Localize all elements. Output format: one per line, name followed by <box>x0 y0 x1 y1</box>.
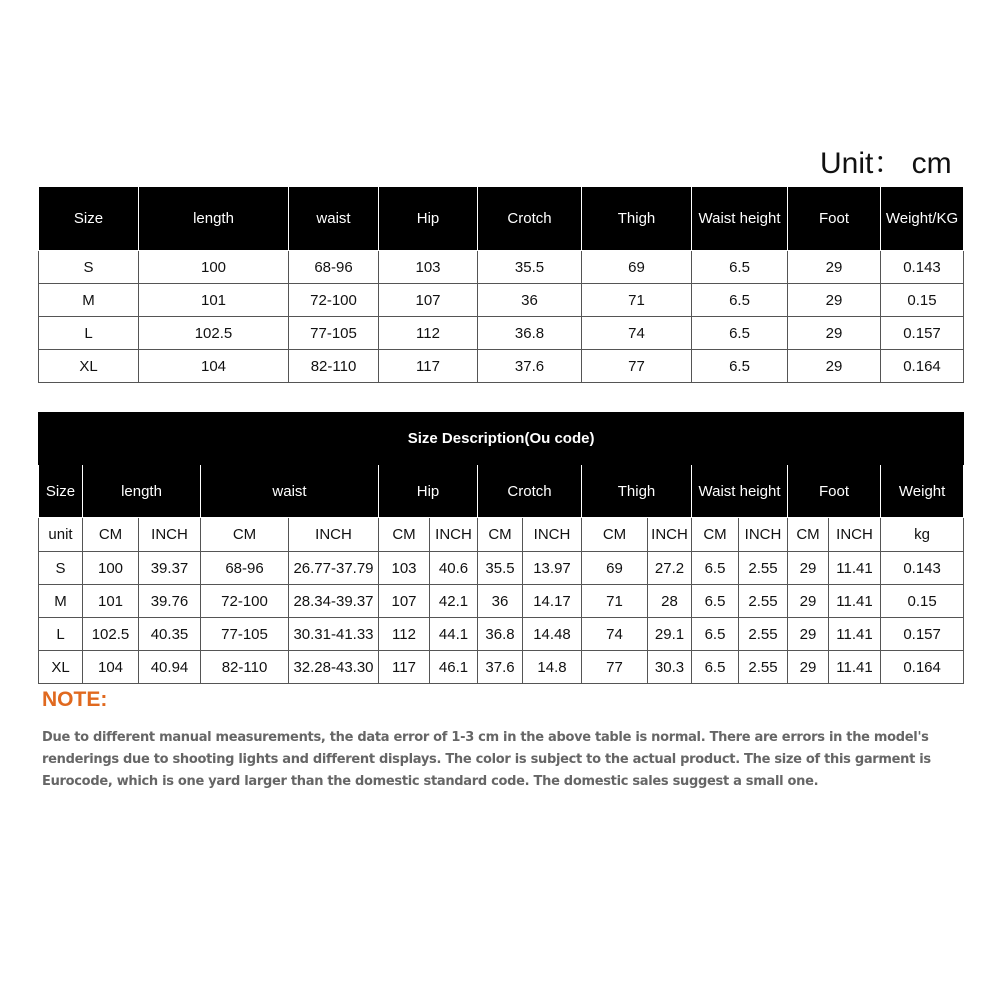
header-cell: Size <box>39 465 83 518</box>
table-cell: 29 <box>788 651 829 684</box>
header-cell: Thigh <box>582 465 692 518</box>
table-row <box>39 651 964 684</box>
table-cell: S <box>39 552 83 585</box>
header-cell: waist <box>201 465 379 518</box>
table-cell: 72-100 <box>201 585 289 618</box>
table-cell: 11.41 <box>829 585 881 618</box>
table-cell: 2.55 <box>739 651 788 684</box>
table-cell: 6.5 <box>692 552 739 585</box>
table-cell: 69 <box>582 251 692 284</box>
table-cell: 104 <box>139 350 289 383</box>
table-cell: 104 <box>83 651 139 684</box>
table-cell: 36 <box>478 284 582 317</box>
table-cell: 6.5 <box>692 585 739 618</box>
table-cell: L <box>39 317 139 350</box>
table-cell: 117 <box>379 651 430 684</box>
table-cell: 11.41 <box>829 618 881 651</box>
table-cell: 77-105 <box>201 618 289 651</box>
header-cell: Size <box>39 187 139 251</box>
table-row <box>39 251 964 284</box>
size-description-table <box>38 412 964 684</box>
table-cell: 101 <box>83 585 139 618</box>
unit-cell: INCH <box>430 518 478 552</box>
table-cell: 82-110 <box>289 350 379 383</box>
header-cell: waist <box>289 187 379 251</box>
table-cell: 29 <box>788 585 829 618</box>
table-cell: 39.37 <box>139 552 201 585</box>
table-cell: 14.48 <box>523 618 582 651</box>
table-cell: 30.3 <box>648 651 692 684</box>
unit-cell: CM <box>582 518 648 552</box>
table-cell: 6.5 <box>692 251 788 284</box>
table-cell: 69 <box>582 552 648 585</box>
table-cell: 11.41 <box>829 651 881 684</box>
table-cell: 28.34-39.37 <box>289 585 379 618</box>
header-cell: Hip <box>379 465 478 518</box>
table-row <box>39 552 964 585</box>
table-cell: 103 <box>379 251 478 284</box>
header-cell: Crotch <box>478 187 582 251</box>
table-cell: M <box>39 284 139 317</box>
unit-cell: CM <box>692 518 739 552</box>
table-cell: 29 <box>788 552 829 585</box>
table-cell: 6.5 <box>692 284 788 317</box>
unit-row <box>39 518 964 552</box>
table-cell: 40.35 <box>139 618 201 651</box>
unit-cell: INCH <box>139 518 201 552</box>
table-cell: 13.97 <box>523 552 582 585</box>
note-heading: NOTE: <box>42 688 108 711</box>
table-cell: 14.8 <box>523 651 582 684</box>
table-cell: 0.157 <box>881 618 964 651</box>
table-cell: 29.1 <box>648 618 692 651</box>
unit-cell: INCH <box>739 518 788 552</box>
table-cell: 11.41 <box>829 552 881 585</box>
table-cell: 32.28-43.30 <box>289 651 379 684</box>
table-cell: 40.94 <box>139 651 201 684</box>
header-cell: Foot <box>788 187 881 251</box>
table-cell: L <box>39 618 83 651</box>
table-cell: 46.1 <box>430 651 478 684</box>
table-cell: 0.15 <box>881 284 964 317</box>
unit-cell: CM <box>478 518 523 552</box>
header-cell: length <box>139 187 289 251</box>
table-cell: 44.1 <box>430 618 478 651</box>
header-cell: Weight <box>881 465 964 518</box>
table-cell: 102.5 <box>139 317 289 350</box>
table-cell: 14.17 <box>523 585 582 618</box>
table-cell: 6.5 <box>692 350 788 383</box>
table-cell: 82-110 <box>201 651 289 684</box>
table-cell: 74 <box>582 618 648 651</box>
table-cell: 28 <box>648 585 692 618</box>
size-chart-table <box>38 186 964 383</box>
header-cell: Hip <box>379 187 478 251</box>
table-cell: 102.5 <box>83 618 139 651</box>
table-cell: 30.31-41.33 <box>289 618 379 651</box>
unit-cell: CM <box>83 518 139 552</box>
table-cell: 100 <box>139 251 289 284</box>
table-cell: 29 <box>788 618 829 651</box>
table-cell: 37.6 <box>478 651 523 684</box>
table-cell: 100 <box>83 552 139 585</box>
table-cell: 107 <box>379 585 430 618</box>
table-cell: 0.157 <box>881 317 964 350</box>
unit-cell: kg <box>881 518 964 552</box>
table-row <box>39 284 964 317</box>
table-cell: XL <box>39 651 83 684</box>
header-cell: Crotch <box>478 465 582 518</box>
unit-cell: INCH <box>523 518 582 552</box>
table-cell: 6.5 <box>692 618 739 651</box>
table-header-row <box>39 187 964 251</box>
table-cell: 37.6 <box>478 350 582 383</box>
table-cell: 29 <box>788 350 881 383</box>
header-cell: length <box>83 465 201 518</box>
table-cell: 107 <box>379 284 478 317</box>
table-cell: XL <box>39 350 139 383</box>
header-cell: Waist height <box>692 187 788 251</box>
table-cell: 0.143 <box>881 552 964 585</box>
table-cell: 103 <box>379 552 430 585</box>
header-cell: Waist height <box>692 465 788 518</box>
table-cell: 77 <box>582 350 692 383</box>
table-cell: 29 <box>788 284 881 317</box>
table-cell: 74 <box>582 317 692 350</box>
table-cell: 27.2 <box>648 552 692 585</box>
table-cell: 6.5 <box>692 317 788 350</box>
table-row <box>39 350 964 383</box>
table-cell: 72-100 <box>289 284 379 317</box>
table-cell: 68-96 <box>201 552 289 585</box>
table-cell: 71 <box>582 585 648 618</box>
table-cell: 2.55 <box>739 618 788 651</box>
table-row <box>39 585 964 618</box>
table-cell: 6.5 <box>692 651 739 684</box>
note-text: Due to different manual measurements, the data error of 1-3 cm in the above table is normal. There are errors in the model's renderings due to shooting lights and different displays. The color is subject to the actual product. The size of this garment is Eurocode, which is one yard larger than the domestic standard code. The domestic sales suggest a small one. <box>42 730 931 789</box>
table-cell: 26.77-37.79 <box>289 552 379 585</box>
table-row <box>39 317 964 350</box>
unit-cell: unit <box>39 518 83 552</box>
table-cell: 36.8 <box>478 618 523 651</box>
unit-cell: INCH <box>829 518 881 552</box>
table-header-row <box>39 465 964 518</box>
table-cell: S <box>39 251 139 284</box>
table-cell: 0.143 <box>881 251 964 284</box>
unit-label: Unit： cm <box>820 147 952 180</box>
table-cell: 112 <box>379 618 430 651</box>
unit-cell: CM <box>379 518 430 552</box>
table-cell: 0.164 <box>881 651 964 684</box>
unit-cell: CM <box>201 518 289 552</box>
table-cell: 35.5 <box>478 251 582 284</box>
table-cell: 40.6 <box>430 552 478 585</box>
table-cell: 29 <box>788 317 881 350</box>
table-cell: 77-105 <box>289 317 379 350</box>
table-cell: 68-96 <box>289 251 379 284</box>
table-cell: 112 <box>379 317 478 350</box>
unit-cell: CM <box>788 518 829 552</box>
table-cell: 101 <box>139 284 289 317</box>
table-cell: 29 <box>788 251 881 284</box>
table-cell: 0.164 <box>881 350 964 383</box>
table-row <box>39 618 964 651</box>
table-title: Size Description(Ou code) <box>39 413 964 465</box>
header-cell: Foot <box>788 465 881 518</box>
table-cell: 42.1 <box>430 585 478 618</box>
table-cell: 77 <box>582 651 648 684</box>
table-cell: 0.15 <box>881 585 964 618</box>
table-cell: 2.55 <box>739 552 788 585</box>
table-cell: 71 <box>582 284 692 317</box>
table-cell: 2.55 <box>739 585 788 618</box>
unit-cell: INCH <box>289 518 379 552</box>
table-cell: 36 <box>478 585 523 618</box>
header-cell: Weight/KG <box>881 187 964 251</box>
table-cell: 39.76 <box>139 585 201 618</box>
table-cell: 117 <box>379 350 478 383</box>
table-cell: 36.8 <box>478 317 582 350</box>
table-title-row <box>39 413 964 465</box>
table-cell: M <box>39 585 83 618</box>
header-cell: Thigh <box>582 187 692 251</box>
unit-cell: INCH <box>648 518 692 552</box>
table-cell: 35.5 <box>478 552 523 585</box>
